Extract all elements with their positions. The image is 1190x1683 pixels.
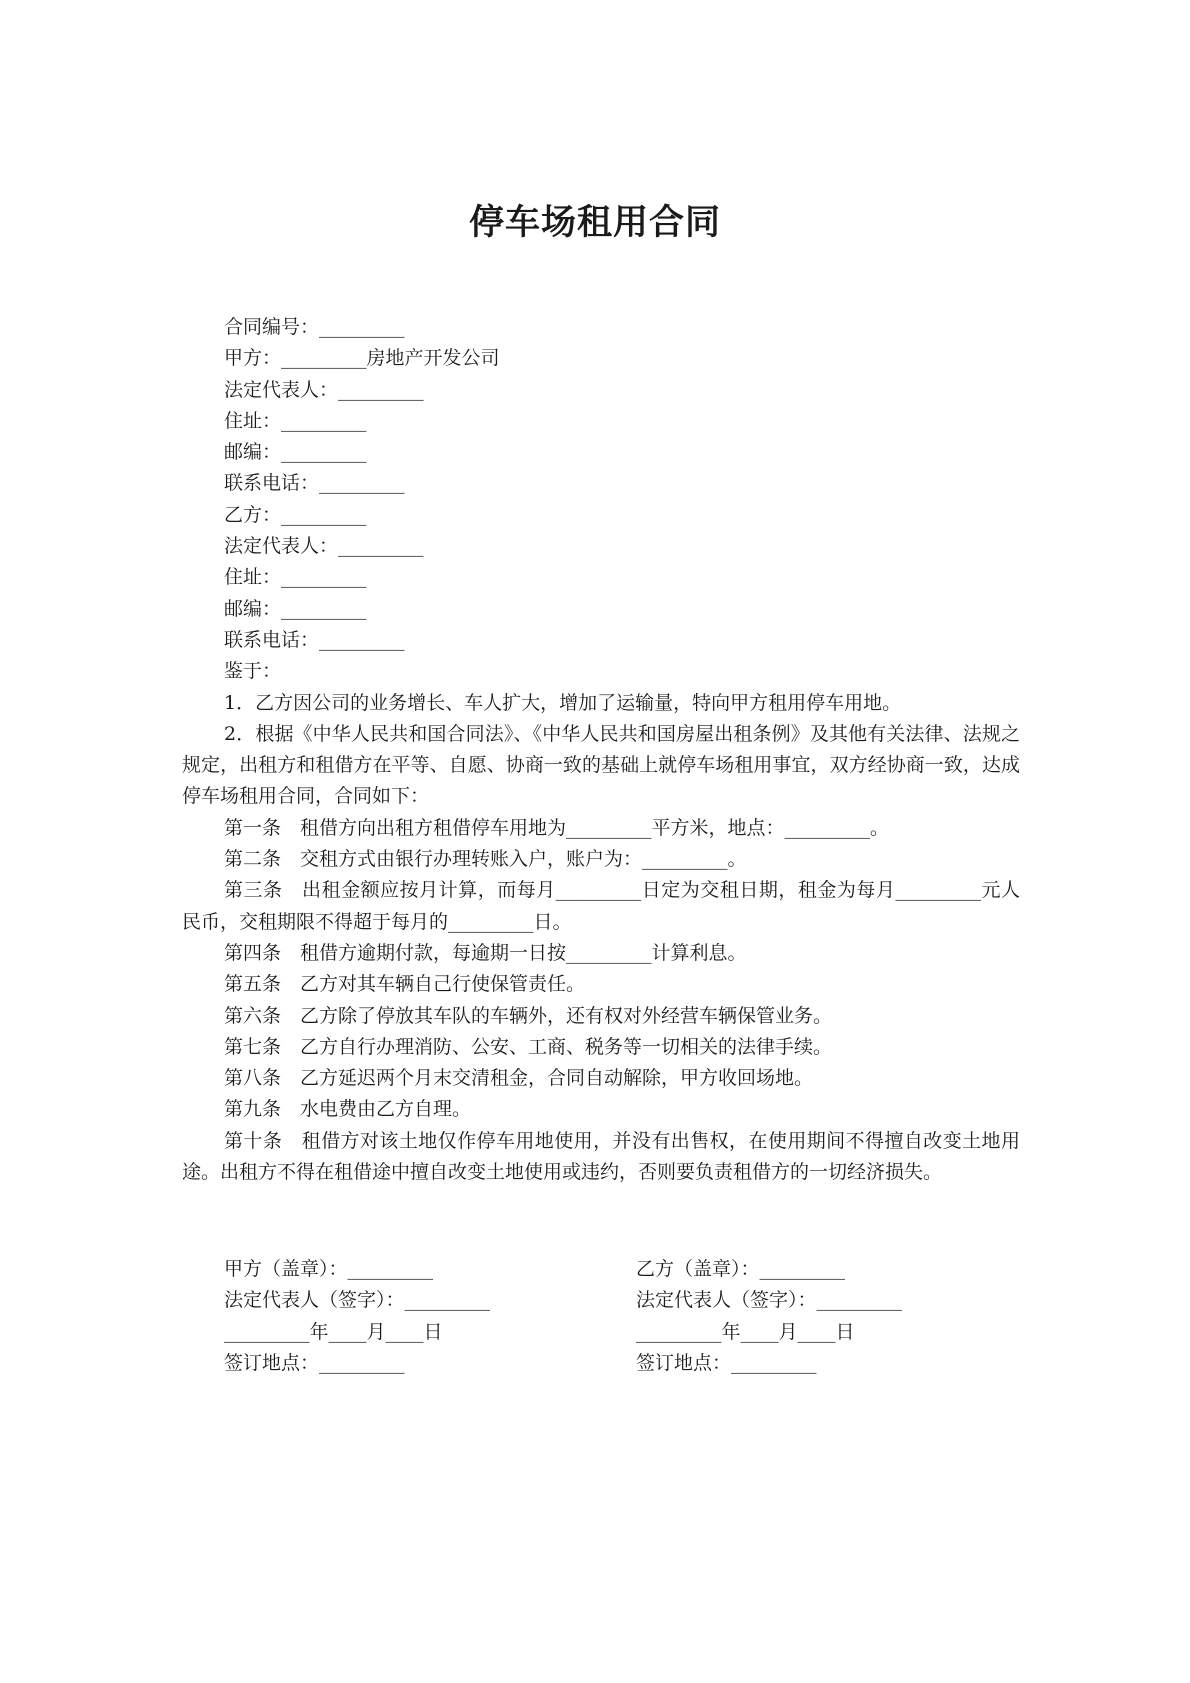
recital-2: 2．根据《中华人民共和国合同法》、《中华人民共和国房屋出租条例》及其他有关法律、法规之规定，出租方和租借方在平等、自愿、协商一致的基础上就停车场租用事宜，双方经协商一致，达成停车场租用合同，合同如下： bbox=[182, 722, 1020, 808]
party-a-date-line: _________年____月____日 bbox=[224, 1320, 443, 1343]
party-b-place-line: 签订地点：_________ bbox=[636, 1351, 817, 1374]
party-b-line: 乙方：_________ bbox=[224, 503, 367, 526]
article-6: 第六条 乙方除了停放其车队的车辆外，还有权对外经营车辆保管业务。 bbox=[224, 1004, 833, 1027]
party-a-postcode-line: 邮编：_________ bbox=[224, 441, 367, 464]
contract-number-line: 合同编号：_________ bbox=[224, 316, 405, 338]
article-8: 第八条 乙方延迟两个月末交清租金，合同自动解除，甲方收回场地。 bbox=[224, 1067, 814, 1090]
party-a-representative-line: 法定代表人：_________ bbox=[224, 378, 424, 401]
whereas-heading: 鉴于： bbox=[224, 660, 282, 683]
party-a-line: 甲方：_________房地产开发公司 bbox=[224, 347, 500, 370]
party-b-representative-line: 法定代表人：_________ bbox=[224, 535, 424, 558]
party-a-place-line: 签订地点：_________ bbox=[224, 1351, 405, 1374]
article-1: 第一条 租借方向出租方租借停车用地为_________平方米，地点：_________。 bbox=[224, 816, 890, 839]
party-b-sign-line: 法定代表人（签字）：_________ bbox=[636, 1289, 903, 1312]
party-a-sign-line: 法定代表人（签字）：_________ bbox=[224, 1289, 491, 1312]
party-a-address-line: 住址：_________ bbox=[224, 409, 367, 432]
article-9: 第九条 水电费由乙方自理。 bbox=[224, 1098, 472, 1121]
article-3: 第三条 出租金额应按月计算，而每月_________日定为交租日期，租金为每月_________元人民币，交租期限不得超于每月的_________日。 bbox=[182, 879, 1020, 933]
party-a-seal-line: 甲方（盖章）：_________ bbox=[224, 1258, 434, 1280]
article-2: 第二条 交租方式由银行办理转账入户，账户为：_________。 bbox=[224, 848, 747, 871]
recital-1: 1．乙方因公司的业务增长、车人扩大，增加了运输量，特向甲方租用停车用地。 bbox=[224, 691, 902, 714]
party-b-postcode-line: 邮编：_________ bbox=[224, 597, 367, 620]
party-b-seal-line: 乙方（盖章）：_________ bbox=[636, 1258, 846, 1280]
party-b-phone-line: 联系电话：_________ bbox=[224, 628, 405, 651]
party-a-phone-line: 联系电话：_________ bbox=[224, 472, 405, 495]
article-7: 第七条 乙方自行办理消防、公安、工商、税务等一切相关的法律手续。 bbox=[224, 1035, 833, 1058]
article-4: 第四条 租借方逾期付款，每逾期一日按_________计算利息。 bbox=[224, 941, 747, 964]
party-b-signature-block bbox=[636, 1254, 902, 1379]
party-b-date-line: _________年____月____日 bbox=[636, 1320, 855, 1343]
party-a-signature-block bbox=[224, 1254, 490, 1379]
document-title: 停车场租用合同 bbox=[468, 203, 721, 243]
party-b-address-line: 住址：_________ bbox=[224, 566, 367, 589]
article-5: 第五条 乙方对其车辆自己行使保管责任。 bbox=[224, 973, 586, 996]
article-10: 第十条 租借方对该土地仅作停车用地使用，并没有出售权，在使用期间不得擅自改变土地用途。出租方不得在租借途中擅自改变土地使用或违约，否则要负责租借方的一切经济损失。 bbox=[182, 1129, 1020, 1184]
contract-body bbox=[182, 312, 1020, 1188]
